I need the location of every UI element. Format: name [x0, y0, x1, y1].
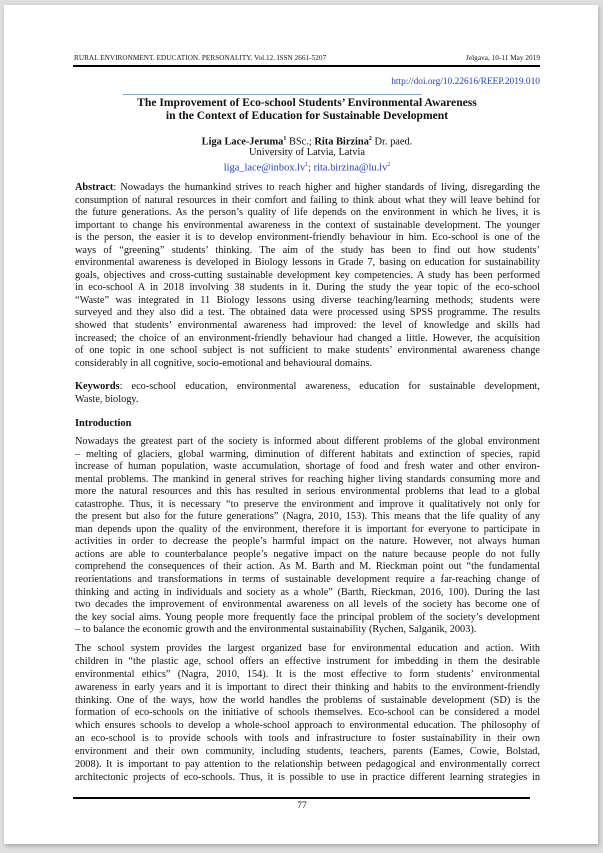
- text-line: thinking and acting in individuals and society as a whole” (Barth, Rieckman, 2016, 100). During the last: [75, 586, 540, 598]
- author-name: Rita Birzina: [314, 136, 369, 148]
- text-line: considerably in all cognitive, socio-emotional and behavioural domains.: [75, 357, 373, 369]
- text-line: ways of “greening” students’ thinking. The aim of the study has been to find out how students’: [75, 244, 540, 256]
- author-name: Liga Lace-Jeruma: [201, 136, 284, 148]
- text-line: comprehend the consequences of their action. As M. Barth and M. Rieckman point out “the fundamental: [75, 561, 540, 573]
- text-line: environment and their own community, including students, teachers, parents (Eames, Cowie, Bolstad,: [75, 746, 540, 758]
- email-sup: 2: [387, 162, 391, 168]
- text-line: environmental awareness is developed in Biology lessons in Grade 7, basing on education for sustainability: [75, 257, 540, 269]
- text-line: in eco-school A in 2018 involving 38 students in it. During the study the year topic of the eco-school: [75, 282, 540, 294]
- intro-paragraph-1: [75, 436, 540, 637]
- text-line: important to change his environmental awareness in the context of sustainable development. The younger: [75, 219, 540, 231]
- title-rule: [123, 94, 422, 95]
- text-line: architectonic projects of eco-schools. Thus, it is possible to use in practice different learning strategies in: [75, 771, 540, 783]
- affiliation: University of Latvia, Latvia: [249, 147, 365, 158]
- page-number: 77: [297, 801, 307, 811]
- author-degree: Dr. paed.: [371, 136, 413, 148]
- email-link[interactable]: liga_lace@inbox.lv: [223, 162, 306, 174]
- text-line: man depends upon the quality of the environment, therefore it is important for everyone to participate in: [75, 523, 540, 535]
- keywords-line: Waste, biology.: [75, 393, 139, 405]
- keywords-text: : eco-school education, environmental awareness, education for sustainable development,: [119, 381, 540, 392]
- text-line: which ensures schools to develop a whole-school approach to environmental education. The philosophy of: [75, 720, 540, 732]
- keywords: [75, 381, 540, 406]
- text-line: thinking. One of the ways, how the world handles the problems of sustainable development (SD) is the: [75, 694, 540, 706]
- text-line: – melting of glaciers, global warming, diminution of different habitats and extinction of species, rapid: [75, 448, 540, 460]
- abstract: [75, 182, 540, 370]
- text-line: Nowadays the greatest part of the society is informed about different problems of the global environment: [75, 436, 540, 447]
- abstract-line: [75, 182, 540, 195]
- header-rule: [73, 65, 540, 67]
- text-line: consumption of natural resources in their comfort and failing to think about what they will leave behind for: [75, 194, 540, 206]
- text-line: increased; the choice of an environment-friendly behaviour had changed a little. However, the acquisition: [75, 332, 540, 344]
- text-line: mental problems. The mankind in general strives for reaching higher living standards consuming more and: [75, 473, 540, 485]
- footer-rule: [73, 797, 530, 799]
- author-degree: BSc.;: [286, 136, 315, 148]
- text-line: catastrophe. Thus, it is necessary “to preserve the environment and improve it qualitatively not only for: [75, 498, 540, 510]
- title-line: in the Context of Education for Sustainable Development: [165, 109, 449, 123]
- text-line: increase of human population, waste accumulation, shortage of food and fresh water and other environ-: [75, 461, 540, 473]
- text-line: an eco-school is to provide schools with tools and infrastructure to foster sustainability in their own: [75, 733, 540, 745]
- text-line: 2008). It is important to pay attention to the relationship between pedagogical and environmentally correct: [75, 759, 540, 771]
- text-line: surveyed and they also did a test. The obtained data were processed using SPSS programme. The results: [75, 307, 540, 319]
- author-sup: 1: [283, 136, 287, 142]
- abstract-text: : Nowadays the humankind strives to reach higher and higher standards of living, disregarding the: [113, 182, 540, 193]
- text-line: activities in order to decrease the people’s harmful impact on the nature. However, not always human: [75, 536, 540, 548]
- text-line: is the person, the easier it is to develop environment-friendly behaviour in him. Eco-school is one of the: [75, 232, 540, 244]
- conference-date: Jelgava, 10-11 May 2019: [466, 54, 540, 62]
- journal-name: RURAL ENVIRONMENT. EDUCATION. PERSONALITY. Vol.12. ISSN 2661-5207: [74, 54, 327, 62]
- text-line: of one topic in one school subject is not sufficient to make students’ environmental awareness change: [75, 345, 540, 357]
- text-line: the future generations. As the person’s quality of life depends on the environment in which he lives, it is: [75, 207, 540, 219]
- text-line: formation of eco-schools on the initiative of schools themselves. Eco-school can be considered a model: [75, 707, 540, 719]
- keywords-line: [75, 381, 540, 394]
- text-line: reorientations and transformations in terms of sustainable development require a far-reaching change of: [75, 574, 540, 586]
- intro-paragraph-2: [75, 643, 540, 785]
- text-line: The school system provides the largest organized base for environmental education and action. With: [75, 643, 540, 654]
- title-line: The Improvement of Eco-school Students’ Environmental Awareness: [137, 96, 477, 109]
- text-line: more the natural resources and this has resulted in serious environmental problems that lead to a global: [75, 486, 540, 498]
- doi-link[interactable]: http://doi.org/10.22616/REEP.2019.010: [391, 77, 540, 87]
- email-separator: ;: [308, 162, 314, 174]
- text-line: the key social aims. Young people more frequently face the principal problem of the society’s development: [75, 611, 540, 623]
- text-line: children in “the plastic age, school offers an effective instrument for imbedding in them the desirable: [75, 655, 540, 667]
- text-line: the present but also for the future generations” (Nagra, 2010, 153). This means that the life quality of any: [75, 511, 540, 523]
- text-line: actions are able to counterbalance people’s negative impact on the nature because people do not fully: [75, 548, 540, 560]
- running-header: [74, 54, 540, 62]
- text-line: “Waste” was integrated in 11 Biology lessons using diverse teaching/learning methods; students were: [75, 294, 540, 306]
- text-line: goals, objectives and cross-cutting sustainable development key competencies. A study has been performed: [75, 269, 540, 281]
- text-line: environmental ethics” (Nagra, 2010, 154). It is the most effective to form students’ environmental: [75, 668, 540, 680]
- email-sup: 1: [305, 162, 309, 168]
- abstract-label: Abstract: [75, 182, 114, 193]
- text-line: – to balance the economic growth and the environmental sustainability (Rychen, Salganik, 2003).: [75, 624, 477, 636]
- keywords-label: Keywords: [75, 381, 120, 392]
- text-line: showed that students’ environmental awareness had improved: the level of knowledge and skills had: [75, 320, 540, 332]
- text-line: awareness in early years and it is important to direct their thinking and habits to the environment-friendly: [75, 681, 540, 693]
- emails: [74, 159, 540, 175]
- email-link[interactable]: rita.birzina@lu.lv: [313, 162, 388, 174]
- author-sup: 2: [368, 136, 372, 142]
- text-line: two decades the improvement of environmental awareness on all levels of the society has become one of: [75, 599, 540, 611]
- paper-title: [74, 96, 540, 123]
- section-heading: Introduction: [75, 418, 132, 429]
